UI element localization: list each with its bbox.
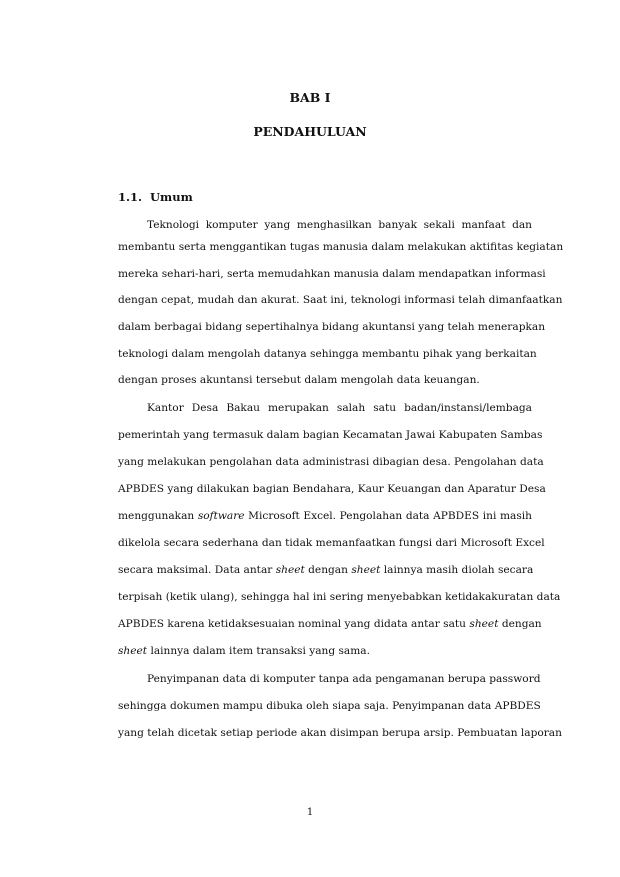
text-run: APBDES karena ketidaksesuaian nominal yang didata antar satu	[118, 618, 467, 630]
paragraph-line: yang telah dicetak setiap periode akan disimpan berupa arsip. Pembuatan laporan	[118, 727, 562, 739]
section-number: 1.1.	[118, 190, 143, 204]
paragraph-line	[118, 509, 532, 523]
paragraph-line: dengan proses akuntansi tersebut dalam mengolah data keuangan.	[118, 374, 480, 386]
section-title: Umum	[150, 190, 193, 204]
page-number: 1	[306, 807, 314, 818]
paragraph-line: teknologi dalam mengolah datanya sehingga membantu pihak yang berkaitan	[118, 348, 537, 360]
paragraph-line: Kantor Desa Bakau merupakan salah satu badan/instansi/lembaga	[147, 402, 532, 414]
text-run: dengan	[308, 564, 348, 576]
italic-term: software	[197, 510, 245, 522]
chapter-number: BAB I	[289, 90, 331, 105]
chapter-title: PENDAHULUAN	[253, 124, 367, 139]
italic-term: sheet	[469, 618, 499, 630]
paragraph-line: terpisah (ketik ulang), sehingga hal ini sering menyebabkan ketidakakuratan data	[118, 591, 561, 603]
paragraph-line: membantu serta menggantikan tugas manusia dalam melakukan aktifitas kegiatan	[118, 241, 564, 253]
paragraph-line: APBDES yang dilakukan bagian Bendahara, Kaur Keuangan dan Aparatur Desa	[118, 483, 546, 495]
paragraph-line	[118, 644, 532, 658]
text-run: lainnya dalam item transaksi yang sama.	[150, 645, 370, 657]
text-run: dengan	[501, 618, 542, 630]
text-run: lainnya masih diolah secara	[383, 564, 534, 576]
section-heading	[118, 190, 193, 204]
paragraph-line: dikelola secara sederhana dan tidak memanfaatkan fungsi dari Microsoft Excel	[118, 537, 545, 549]
paragraph-line: dengan cepat, mudah dan akurat. Saat ini, teknologi informasi telah dimanfaatkan	[118, 294, 563, 306]
text-run: Microsoft Excel. Pengolahan data APBDES ini masih	[248, 510, 532, 522]
paragraph-line: yang melakukan pengolahan data administrasi dibagian desa. Pengolahan data	[118, 456, 544, 468]
italic-term: sheet	[351, 564, 381, 576]
text-run: menggunakan	[118, 510, 195, 522]
italic-term: sheet	[275, 564, 305, 576]
paragraph-line: sehingga dokumen mampu dibuka oleh siapa saja. Penyimpanan data APBDES	[118, 700, 541, 712]
paragraph-line: Teknologi komputer yang menghasilkan banyak sekali manfaat dan	[147, 219, 532, 231]
paragraph-line: dalam berbagai bidang sepertihalnya bidang akuntansi yang telah menerapkan	[118, 321, 546, 333]
paragraph-line: Penyimpanan data di komputer tanpa ada pengamanan berupa password	[147, 673, 541, 685]
paragraph-line: mereka sehari-hari, serta memudahkan manusia dalam mendapatkan informasi	[118, 268, 546, 280]
paragraph-line	[118, 563, 532, 577]
italic-term: sheet	[118, 645, 148, 657]
paragraph-line: pemerintah yang termasuk dalam bagian Kecamatan Jawai Kabupaten Sambas	[118, 429, 543, 441]
paragraph-line	[118, 617, 542, 631]
text-run: secara maksimal. Data antar	[118, 564, 273, 576]
